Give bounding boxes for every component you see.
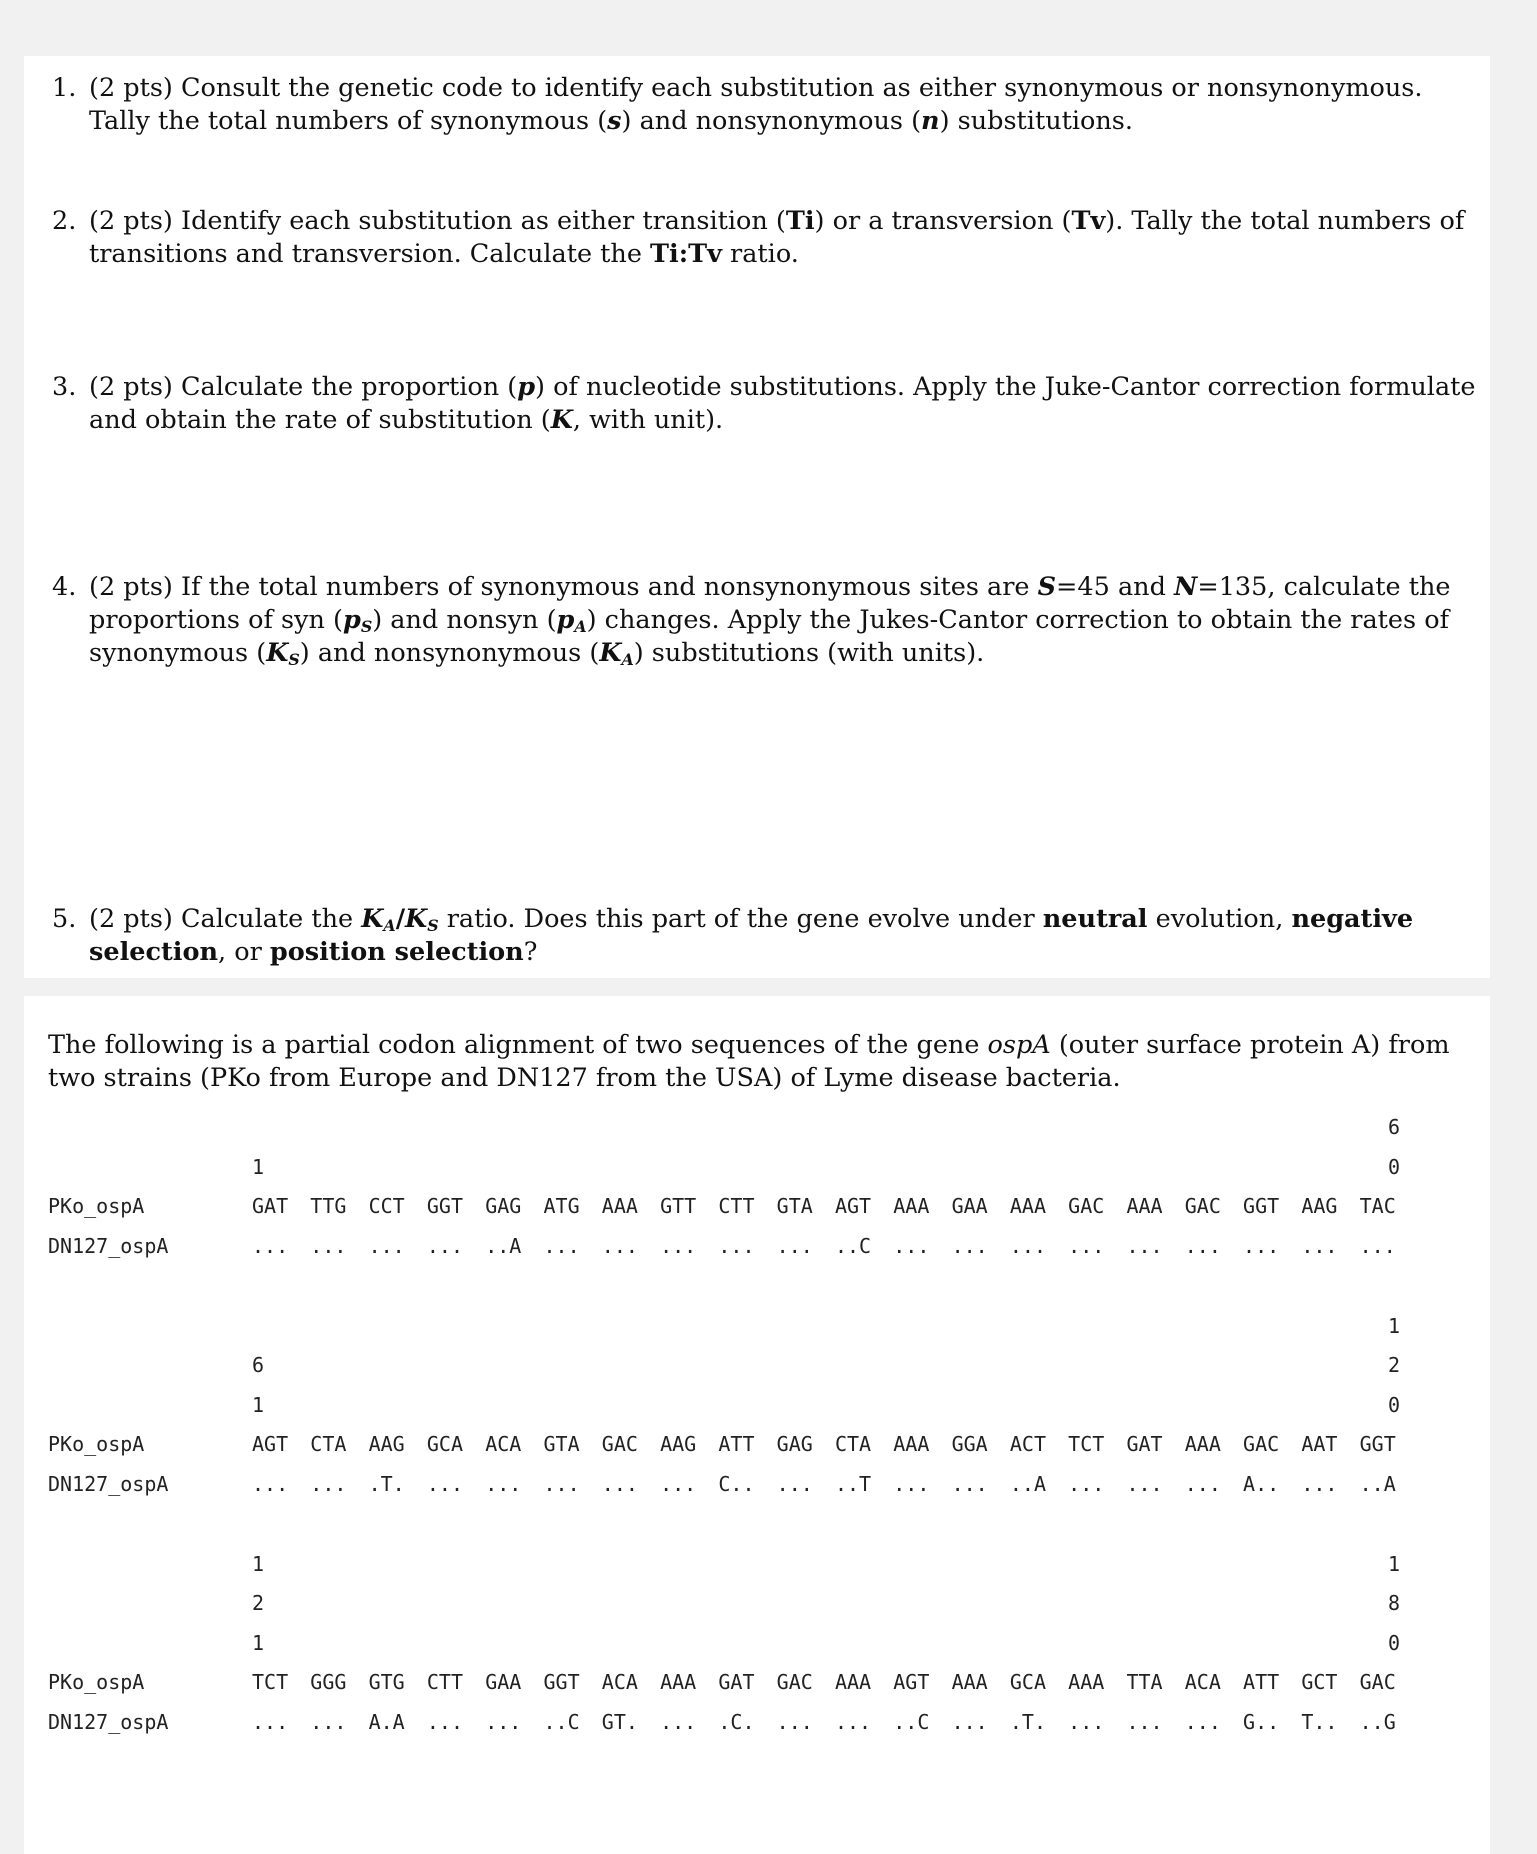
codon: C.. — [718, 1472, 755, 1496]
codon: AAA — [660, 1670, 697, 1694]
sequence-label: DN127_ospA — [48, 1710, 169, 1734]
codon: GAC — [1184, 1194, 1221, 1218]
codon: AAA — [1009, 1194, 1046, 1218]
codon: GAC — [1359, 1670, 1396, 1694]
codon: ..A — [1009, 1472, 1046, 1496]
codon: A.A — [368, 1710, 405, 1734]
codon: .T. — [1009, 1710, 1046, 1734]
position-digit: 6 — [252, 1353, 265, 1377]
codon: ... — [893, 1234, 930, 1258]
codon: CCT — [368, 1194, 405, 1218]
codon: GGT — [1359, 1432, 1396, 1456]
codon: ... — [1068, 1710, 1105, 1734]
codon: ... — [951, 1234, 988, 1258]
sequence-label: PKo_ospA — [48, 1432, 145, 1456]
codon: GAA — [485, 1670, 522, 1694]
codon: ... — [310, 1710, 347, 1734]
codon: ... — [310, 1234, 347, 1258]
codon: GTA — [776, 1194, 813, 1218]
position-digit: 1 — [252, 1154, 265, 1179]
codon: AGT — [252, 1432, 289, 1456]
codon: ..C — [893, 1710, 930, 1734]
codon: ... — [776, 1472, 813, 1496]
codon: T.. — [1301, 1710, 1338, 1734]
codon: ... — [252, 1234, 289, 1258]
codon: ... — [601, 1234, 638, 1258]
codon: G.. — [1243, 1710, 1280, 1734]
codon: GGA — [951, 1432, 988, 1456]
codon: GTA — [543, 1432, 580, 1456]
sequence-label: PKo_ospA — [48, 1670, 145, 1694]
position-digit: 0 — [1388, 1630, 1401, 1655]
codon: ... — [1359, 1234, 1396, 1258]
codon: ..C — [834, 1234, 872, 1258]
codon: ... — [1184, 1472, 1221, 1496]
codon: ... — [1184, 1710, 1221, 1734]
codon: ... — [1009, 1234, 1046, 1258]
sequence-label: PKo_ospA — [48, 1194, 145, 1218]
codon: .C. — [718, 1710, 755, 1734]
codon: AAA — [1068, 1670, 1105, 1694]
question-number: 5. — [52, 904, 77, 934]
codon: AAA — [1184, 1432, 1221, 1456]
codon: CTA — [834, 1432, 872, 1456]
codon: ... — [660, 1710, 697, 1734]
codon: AAA — [601, 1194, 638, 1218]
codon: ... — [660, 1472, 697, 1496]
codon: AAA — [1126, 1194, 1163, 1218]
codon: ACA — [485, 1432, 522, 1456]
codon: ..A — [485, 1234, 522, 1258]
codon: ... — [543, 1234, 580, 1258]
codon: ... — [1301, 1472, 1338, 1496]
codon: ... — [1126, 1234, 1163, 1258]
codon: ... — [1126, 1472, 1163, 1496]
codon: ... — [426, 1472, 464, 1496]
codon: TAC — [1359, 1194, 1396, 1218]
codon: .T. — [368, 1472, 405, 1496]
codon: GGT — [426, 1194, 464, 1218]
codon: GGG — [310, 1670, 347, 1694]
end-position — [1388, 1545, 1400, 1664]
codon: GTG — [368, 1670, 405, 1694]
codon: GGT — [543, 1670, 580, 1694]
sequence-label: DN127_ospA — [48, 1234, 169, 1258]
codon: ... — [1243, 1234, 1280, 1258]
codon: GAT — [718, 1670, 755, 1694]
codon: GCA — [1009, 1670, 1046, 1694]
end-position — [1388, 1108, 1400, 1187]
codon: AAG — [1301, 1194, 1338, 1218]
codon: GAC — [1243, 1432, 1280, 1456]
codon: ... — [485, 1472, 522, 1496]
codon: ... — [252, 1472, 289, 1496]
alignment-card — [24, 996, 1490, 1854]
codon: AAA — [834, 1670, 872, 1694]
codon: ... — [776, 1710, 813, 1734]
reference-sequence — [252, 1187, 1418, 1227]
start-position — [252, 1545, 264, 1664]
position-digit: 1 — [1388, 1551, 1401, 1576]
questions-card — [24, 56, 1490, 978]
position-digit: 0 — [1388, 1154, 1401, 1179]
question-text: (2 pts) Identify each substitution as either transition (Ti) or a transversion (Tv). Tally the total numbers of transitions and transversion. Calculate the Ti:Tv ratio. — [89, 206, 1465, 269]
codon: GT. — [601, 1710, 638, 1734]
codon: CTA — [310, 1432, 347, 1456]
reference-sequence — [252, 1663, 1418, 1703]
codon: ... — [660, 1234, 697, 1258]
position-digit: 2 — [252, 1591, 265, 1615]
codon: GCA — [426, 1432, 464, 1456]
gene-name: ospA — [987, 1030, 1051, 1060]
codon: AGT — [834, 1194, 872, 1218]
codon: ... — [426, 1710, 464, 1734]
codon: GAC — [1068, 1194, 1105, 1218]
codon: ... — [1184, 1234, 1221, 1258]
codon: ..G — [1359, 1710, 1396, 1734]
position-digit: 1 — [1388, 1313, 1401, 1338]
codon: GAG — [776, 1432, 813, 1456]
codon: ... — [1068, 1234, 1105, 1258]
codon: AAA — [951, 1670, 988, 1694]
question-number: 1. — [52, 73, 77, 103]
question-text: (2 pts) Calculate the proportion (p) of nucleotide substitutions. Apply the Juke-Cantor correction formulate and obtain the rate of substitution (K, with unit). — [89, 372, 1476, 435]
alignment-intro: The following is a partial codon alignment of two sequences of the gene ospA (outer surface protein A) from two strains (PKo from Europe and DN127 from the USA) of Lyme disease bacteria. — [48, 1030, 1450, 1093]
codon: ... — [834, 1710, 872, 1734]
codon: GAC — [776, 1670, 813, 1694]
end-position — [1388, 1307, 1400, 1426]
codon: ... — [951, 1710, 988, 1734]
codon: GAA — [951, 1194, 988, 1218]
codon: AAA — [893, 1194, 930, 1218]
codon: ... — [718, 1234, 755, 1258]
codon: GAT — [1126, 1432, 1163, 1456]
question-text: (2 pts) Calculate the $K_A/K_S$ ratio. Does this part of the gene evolve under neutral evolution, negative selection, or position selection? — [89, 904, 1414, 967]
codon: ATT — [718, 1432, 755, 1456]
position-digit: 1 — [252, 1630, 265, 1655]
sequence-label: DN127_ospA — [48, 1472, 169, 1496]
codon: GTT — [660, 1194, 697, 1218]
codon: ACA — [1184, 1670, 1221, 1694]
aligned-sequence — [252, 1227, 1418, 1267]
codon: TTA — [1126, 1670, 1163, 1694]
codon: ... — [368, 1234, 405, 1258]
question-number: 3. — [52, 372, 77, 402]
position-digit: 8 — [1388, 1591, 1401, 1615]
codon: ATT — [1243, 1670, 1280, 1694]
codon: AAT — [1301, 1432, 1338, 1456]
position-digit: 6 — [1388, 1115, 1401, 1139]
codon: TTG — [310, 1194, 347, 1218]
codon: ... — [485, 1710, 522, 1734]
codon: TCT — [1068, 1432, 1105, 1456]
codon: CTT — [426, 1670, 464, 1694]
codon: ... — [1068, 1472, 1105, 1496]
codon: AAG — [368, 1432, 405, 1456]
codon: ACT — [1009, 1432, 1046, 1456]
codon: AGT — [893, 1670, 930, 1694]
codon: ... — [776, 1234, 813, 1258]
codon: ..A — [1359, 1472, 1396, 1496]
codon: CTT — [718, 1194, 755, 1218]
codon: ... — [543, 1472, 580, 1496]
position-digit: 0 — [1388, 1392, 1401, 1417]
codon: A.. — [1243, 1472, 1280, 1496]
position-digit: 1 — [252, 1551, 265, 1576]
question-number: 2. — [52, 206, 77, 236]
codon: ... — [601, 1472, 638, 1496]
reference-sequence — [252, 1425, 1418, 1465]
codon: TCT — [252, 1670, 289, 1694]
codon: ... — [1126, 1710, 1163, 1734]
codon: ..C — [543, 1710, 580, 1734]
codon: ... — [426, 1234, 464, 1258]
codon: GAG — [485, 1194, 522, 1218]
codon: ... — [310, 1472, 347, 1496]
codon: ATG — [543, 1194, 580, 1218]
codon: ... — [1301, 1234, 1338, 1258]
codon: ... — [252, 1710, 289, 1734]
position-digit: 2 — [1388, 1353, 1401, 1377]
codon: ... — [951, 1472, 988, 1496]
position-digit: 1 — [252, 1392, 265, 1417]
question-number: 4. — [52, 572, 77, 602]
codon: AAG — [660, 1432, 697, 1456]
codon: GCT — [1301, 1670, 1338, 1694]
question-text: (2 pts) If the total numbers of synonymous and nonsynonymous sites are S=45 and N=135, calculate the proportions of syn $(p_S)$ and nonsyn $(p_A)$ changes. Apply the Jukes-Cantor correction to obtain the rates of synonymous $(K_S)$ and nonsynonymous $(K_A)$ substitutions (with units). — [89, 572, 1451, 669]
codon: ACA — [601, 1670, 638, 1694]
start-position — [252, 1148, 264, 1188]
codon: GAC — [601, 1432, 638, 1456]
start-position — [252, 1346, 264, 1425]
codon: GGT — [1243, 1194, 1280, 1218]
codon: ... — [893, 1472, 930, 1496]
codon: AAA — [893, 1432, 930, 1456]
question-text: (2 pts) Consult the genetic code to identify each substitution as either synonymous or nonsynonymous. Tally the total numbers of synonymous (s) and nonsynonymous (n) substitutions. — [89, 73, 1423, 136]
codon: ..T — [834, 1472, 872, 1496]
aligned-sequence — [252, 1465, 1418, 1505]
aligned-sequence — [252, 1703, 1418, 1743]
codon: GAT — [252, 1194, 289, 1218]
